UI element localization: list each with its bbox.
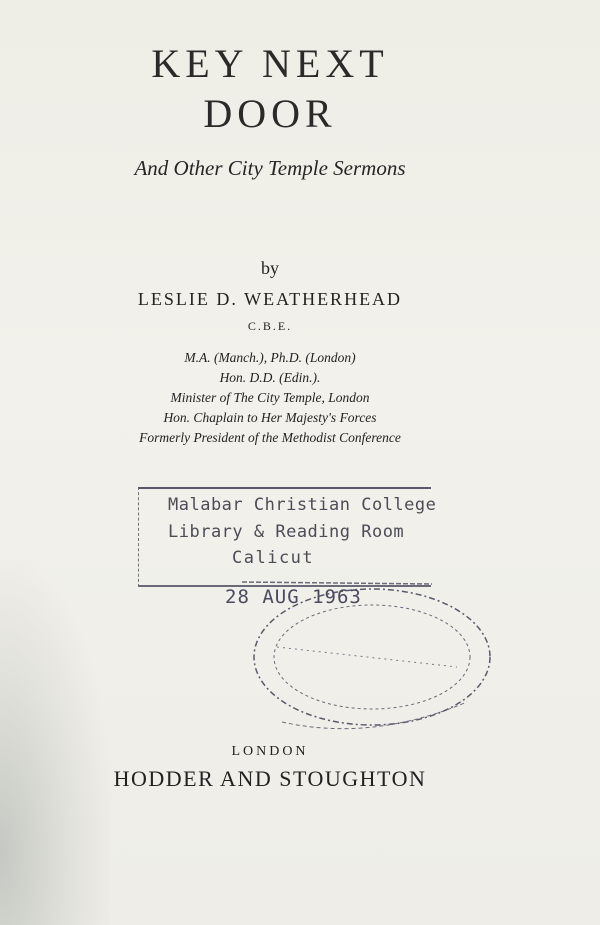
book-title-line-1: KEY NEXT xyxy=(151,41,389,86)
book-title-line-2: DOOR xyxy=(203,91,337,136)
library-stamp-line-2: Library & Reading Room xyxy=(168,522,405,542)
author-credential: M.A. (Manch.), Ph.D. (London) xyxy=(184,350,356,365)
library-stamp-line-1: Malabar Christian College xyxy=(168,495,437,515)
author-credential: Hon. Chaplain to Her Majesty's Forces xyxy=(163,410,377,425)
library-stamp-line-3: Calicut xyxy=(232,548,315,568)
byline: by xyxy=(261,258,279,278)
author-honour: C.B.E. xyxy=(247,319,293,333)
publisher-place: LONDON xyxy=(231,744,309,759)
author-credential: Minister of The City Temple, London xyxy=(170,390,370,405)
page-shadow xyxy=(0,560,110,925)
author-name: LESLIE D. WEATHERHEAD xyxy=(137,289,403,309)
publisher-name: HODDER AND STOUGHTON xyxy=(113,766,427,791)
book-subtitle: And Other City Temple Sermons xyxy=(134,156,406,180)
author-credential: Hon. D.D. (Edin.). xyxy=(219,370,321,385)
author-credential: Formerly President of the Methodist Conference xyxy=(139,430,401,445)
stamp-date: 28 AUG 1963 xyxy=(225,586,362,608)
